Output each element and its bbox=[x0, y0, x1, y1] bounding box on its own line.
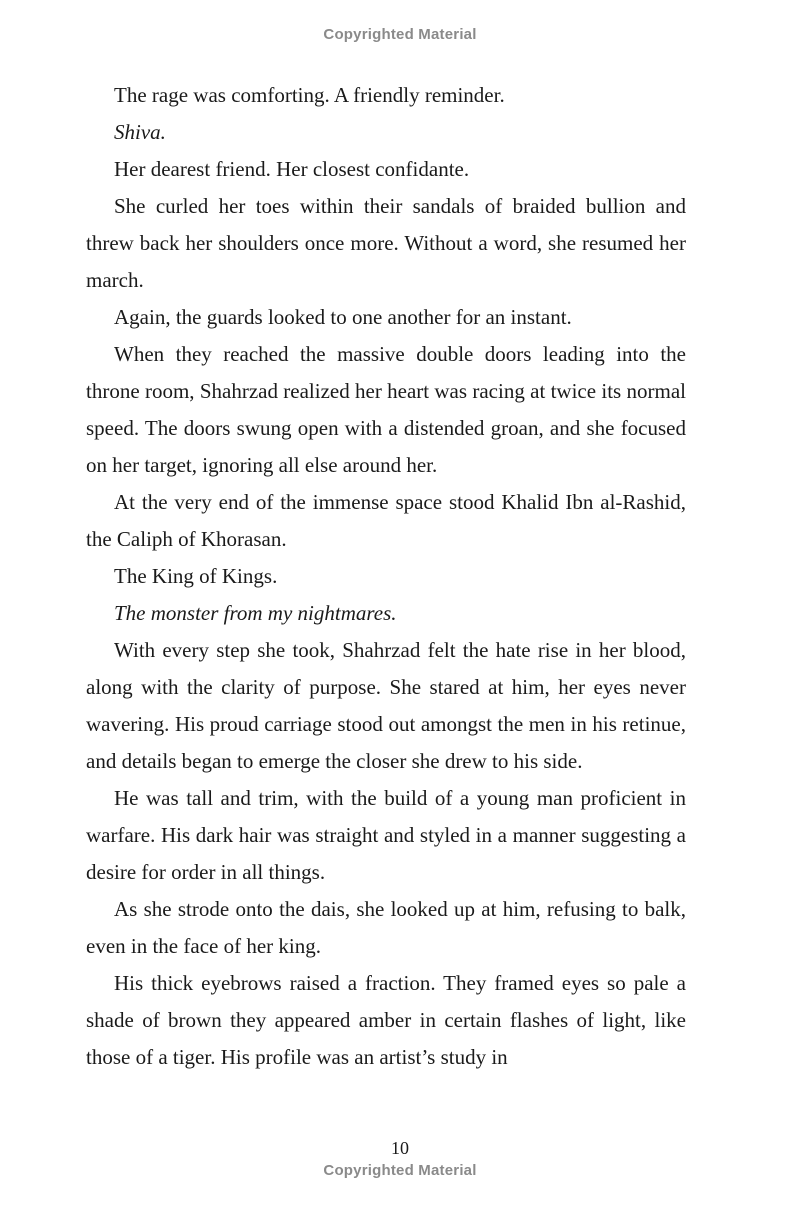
paragraph: She curled her toes within their sandals of braided bullion and threw back her shoulders once more. Without a word, she resumed her march. bbox=[86, 194, 686, 292]
page-body bbox=[86, 77, 686, 1076]
paragraph: Again, the guards looked to one another for an instant. bbox=[114, 305, 572, 329]
copyright-watermark-bottom: Copyrighted Material bbox=[323, 1162, 477, 1179]
paragraph: He was tall and trim, with the build of a young man proficient in warfare. His dark hair was straight and styled in a manner suggesting a desire for order in all things. bbox=[86, 786, 686, 884]
paragraph: With every step she took, Shahrzad felt the hate rise in her blood, along with the clarity of purpose. She stared at him, her eyes never wavering. His proud carriage stood out amongst the men in his retinue, and details began to emerge the closer she drew to his side. bbox=[86, 638, 686, 773]
paragraph: His thick eyebrows raised a fraction. They framed eyes so pale a shade of brown they appeared amber in certain flashes of light, like those of a tiger. His profile was an artist’s study in bbox=[86, 971, 686, 1069]
page-number: 10 bbox=[391, 1138, 409, 1158]
copyright-watermark-top: Copyrighted Material bbox=[323, 26, 477, 43]
paragraph: When they reached the massive double doors leading into the throne room, Shahrzad realized her heart was racing at twice its normal speed. The doors swung open with a distended groan, and she focused on her target, ignoring all else around her. bbox=[86, 342, 686, 477]
paragraph: The rage was comforting. A friendly reminder. bbox=[114, 83, 505, 107]
paragraph: Shiva. bbox=[114, 120, 166, 144]
paragraph: As she strode onto the dais, she looked up at him, refusing to balk, even in the face of her king. bbox=[86, 897, 686, 958]
paragraph: Her dearest friend. Her closest confidante. bbox=[114, 157, 470, 181]
paragraph: The monster from my nightmares. bbox=[114, 601, 397, 625]
paragraph: At the very end of the immense space stood Khalid Ibn al-Rashid, the Caliph of Khorasan. bbox=[86, 490, 686, 551]
paragraph: The King of Kings. bbox=[114, 564, 278, 588]
